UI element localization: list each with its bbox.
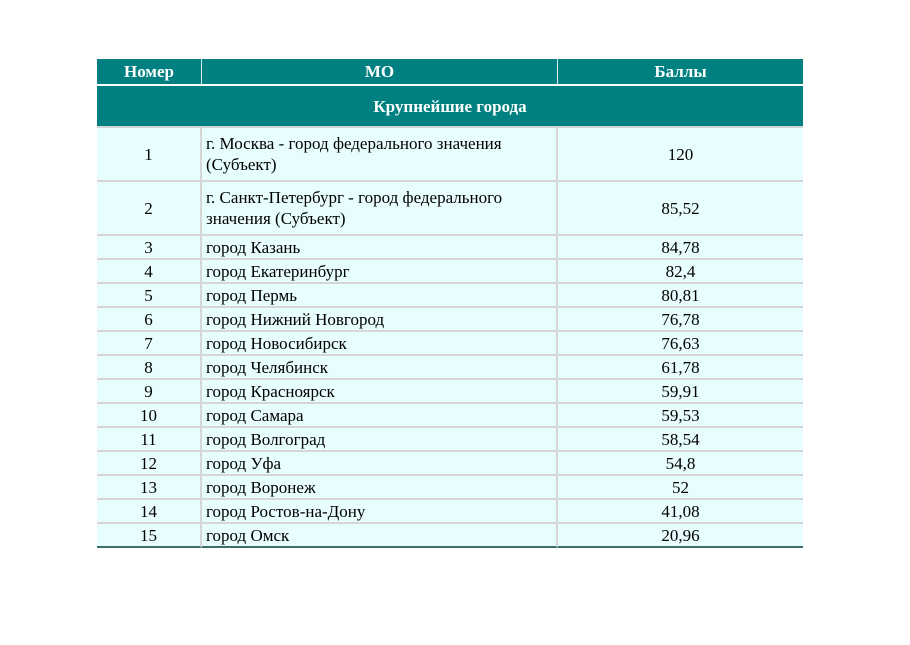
- header-score: Баллы: [558, 59, 803, 84]
- table-row: [97, 380, 803, 404]
- table-row: [97, 128, 803, 182]
- cell-num: 13: [97, 476, 202, 500]
- cell-num: 8: [97, 356, 202, 380]
- table-row: [97, 476, 803, 500]
- cell-score: 80,81: [558, 284, 803, 308]
- table-row: [97, 182, 803, 236]
- table-row: [97, 404, 803, 428]
- section-title: Крупнейшие города: [97, 84, 803, 128]
- cell-score: 61,78: [558, 356, 803, 380]
- table-row: [97, 356, 803, 380]
- cell-mo: город Самара: [202, 404, 558, 428]
- table-row: [97, 284, 803, 308]
- cell-score: 76,63: [558, 332, 803, 356]
- cell-num: 12: [97, 452, 202, 476]
- cell-mo: город Красноярск: [202, 380, 558, 404]
- cell-score: 41,08: [558, 500, 803, 524]
- cell-score: 20,96: [558, 524, 803, 548]
- cell-score: 52: [558, 476, 803, 500]
- cell-mo: город Пермь: [202, 284, 558, 308]
- cell-score: 59,53: [558, 404, 803, 428]
- cell-score: 59,91: [558, 380, 803, 404]
- cell-mo: город Ростов-на-Дону: [202, 500, 558, 524]
- cell-score: 85,52: [558, 182, 803, 236]
- header-mo: МО: [202, 59, 558, 84]
- cell-mo: город Казань: [202, 236, 558, 260]
- cell-num: 11: [97, 428, 202, 452]
- table-header: [97, 59, 803, 84]
- cell-mo: город Новосибирск: [202, 332, 558, 356]
- table-row: [97, 260, 803, 284]
- cell-score: 120: [558, 128, 803, 182]
- cell-mo: г. Москва - город федерального значения (Субъект): [202, 128, 558, 182]
- cell-num: 14: [97, 500, 202, 524]
- cell-num: 3: [97, 236, 202, 260]
- cell-mo: город Уфа: [202, 452, 558, 476]
- cell-mo: город Нижний Новгород: [202, 308, 558, 332]
- table-row: [97, 236, 803, 260]
- table-row: [97, 332, 803, 356]
- cell-num: 9: [97, 380, 202, 404]
- table-body: [97, 84, 803, 548]
- cell-num: 6: [97, 308, 202, 332]
- cell-mo: г. Санкт-Петербург - город федерального значения (Субъект): [202, 182, 558, 236]
- header-num: Номер: [97, 59, 202, 84]
- cell-score: 54,8: [558, 452, 803, 476]
- ranking-table: [97, 59, 803, 548]
- cell-mo: город Волгоград: [202, 428, 558, 452]
- cell-mo: город Омск: [202, 524, 558, 548]
- cell-score: 58,54: [558, 428, 803, 452]
- table-row: [97, 428, 803, 452]
- cell-score: 84,78: [558, 236, 803, 260]
- cell-mo: город Екатеринбург: [202, 260, 558, 284]
- cell-mo: город Воронеж: [202, 476, 558, 500]
- section-row: [97, 84, 803, 128]
- table-row: [97, 308, 803, 332]
- cell-mo: город Челябинск: [202, 356, 558, 380]
- cell-num: 2: [97, 182, 202, 236]
- cell-score: 82,4: [558, 260, 803, 284]
- cell-num: 4: [97, 260, 202, 284]
- table-row: [97, 524, 803, 548]
- table-row: [97, 500, 803, 524]
- cell-num: 15: [97, 524, 202, 548]
- header-row: [97, 59, 803, 84]
- cell-score: 76,78: [558, 308, 803, 332]
- cell-num: 7: [97, 332, 202, 356]
- cell-num: 1: [97, 128, 202, 182]
- cell-num: 5: [97, 284, 202, 308]
- table-row: [97, 452, 803, 476]
- cell-num: 10: [97, 404, 202, 428]
